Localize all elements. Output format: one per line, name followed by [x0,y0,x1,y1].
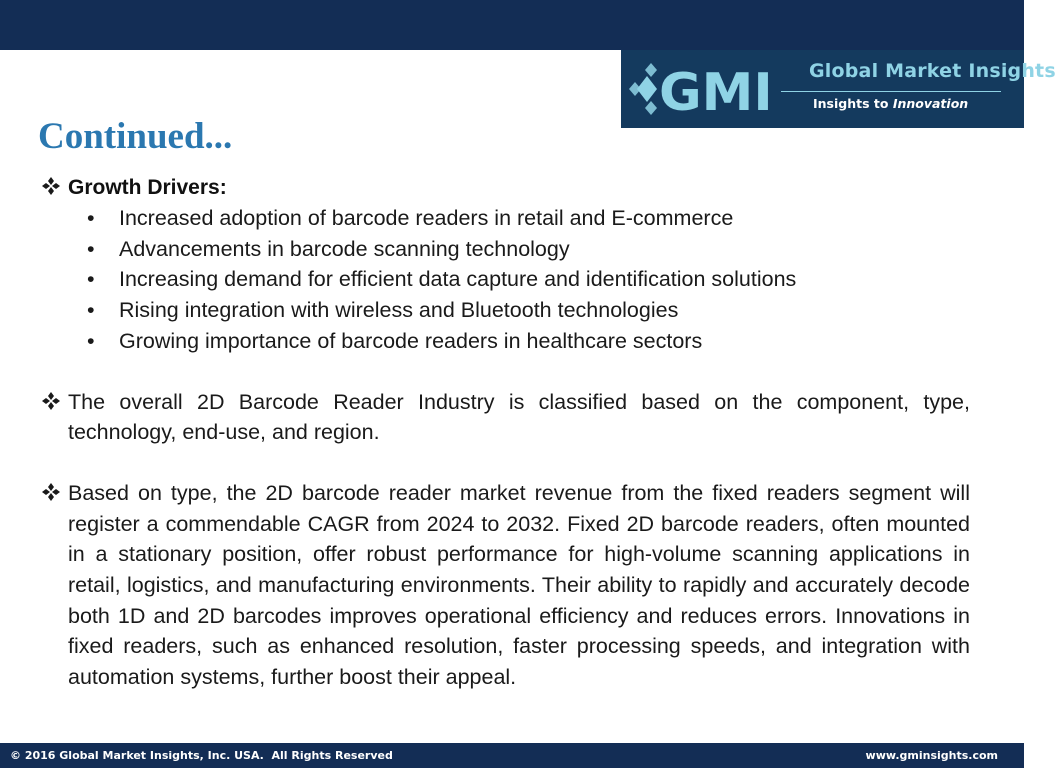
list-item [38,295,970,326]
paragraph-text: The overall 2D Barcode Reader Industry is classified based on the component, type, technology, end-use, and region. [68,389,970,445]
list-item-text: Rising integration with wireless and Bluetooth technologies [119,298,679,323]
bullet-icon: • [87,267,95,292]
top-header-bar [0,0,1024,50]
list-item-text: Increased adoption of barcode readers in retail and E-commerce [119,206,734,230]
logo-company-name: Global Market Insights [809,60,1056,82]
bullet-icon: • [87,328,95,353]
logo-mark-text: GMI [659,63,773,123]
growth-drivers-list [38,203,970,357]
bullet-icon: • [87,298,95,323]
list-item [38,326,970,357]
logo-tagline [813,96,968,111]
spacer [38,448,970,478]
list-item-text: Increasing demand for efficient data capture and identification solutions [119,267,797,292]
diamond-bullet-icon [40,175,62,197]
list-item [38,264,970,295]
footer-website-link[interactable]: www.gminsights.com [865,749,998,762]
footer-bar [0,743,1024,768]
list-item-text: Advancements in barcode scanning technology [119,236,570,261]
bullet-icon: • [87,206,95,230]
diamond-bullet-icon [40,481,62,503]
bullet-icon: • [87,236,95,261]
gmi-logo [621,50,1056,128]
diamond-bullet-icon [40,390,62,412]
spacer [38,357,970,387]
logo-tagline-emphasis: Innovation [892,96,969,111]
paragraph-text: Based on type, the 2D barcode reader market revenue from the fixed readers segment will register a commendable CAGR from 2024 to 2032. Fixed 2D barcode readers, often mounted in a stationary position, offer robust performance for high-volume scanning applications in retail, logistics, and manufacturing environments. Their ability to rapidly and accurately decode both 1D and 2D barcodes improves operational efficiency and reduces errors. Innovations in fixed readers, such as enhanced resolution, faster processing speeds, and integration with automation systems, further boost their appeal. [68,480,970,690]
list-item-text: Growing importance of barcode readers in healthcare sectors [119,328,703,353]
list-item [38,234,970,265]
growth-drivers-section [38,172,970,203]
fixed-readers-paragraph [38,478,970,693]
page-title: Continued... [38,116,233,157]
logo-tagline-prefix: Insights to [813,96,889,111]
growth-drivers-heading: Growth Drivers: [68,176,227,199]
classification-paragraph [38,387,970,448]
gmi-logo-mark-icon [627,58,777,123]
slide-content [38,172,970,693]
footer-copyright: © 2016 Global Market Insights, Inc. USA. All Rights Reserved [10,749,393,762]
list-item [38,203,970,234]
logo-divider [781,91,1001,92]
